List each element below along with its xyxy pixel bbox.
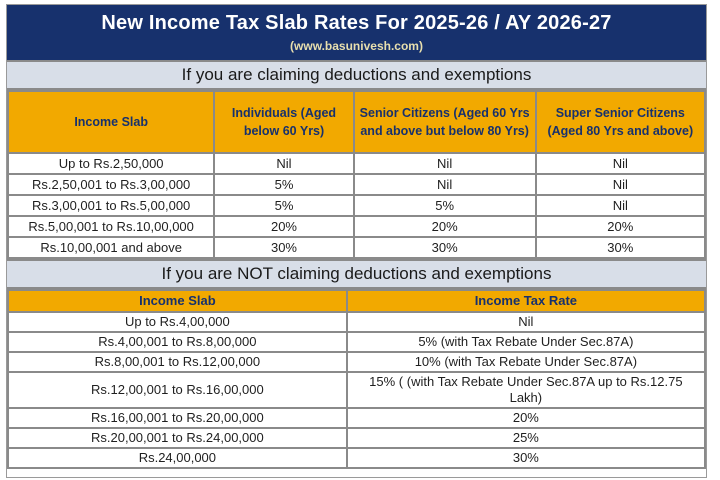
deductions-table-body [8,153,705,258]
table-cell: 10% (with Tax Rebate Under Sec.87A) [347,352,705,372]
table-cell: Nil [354,153,536,174]
table-cell: Rs.20,00,001 to Rs.24,00,000 [8,428,347,448]
column-header-income-tax-rate: Income Tax Rate [347,290,705,312]
table-row [8,237,705,258]
table-cell: Rs.4,00,001 to Rs.8,00,000 [8,332,347,352]
table-cell: Nil [347,312,705,332]
masthead [7,5,706,60]
table-cell: Nil [214,153,353,174]
column-header-senior-citizens: Senior Citizens (Aged 60 Yrs and above but below 80 Yrs) [354,91,536,153]
table-cell: 5% [214,195,353,216]
table-row [8,372,705,408]
deductions-table-header [8,91,705,153]
column-header-income-slab: Income Slab [8,91,214,153]
table-cell: 20% [347,408,705,428]
website-credit: (www.basunivesh.com) [290,39,423,53]
table-cell: 30% [347,448,705,468]
table-cell: 20% [354,216,536,237]
section-banner-not-claiming: If you are NOT claiming deductions and exemptions [7,259,706,289]
table-cell: 20% [536,216,705,237]
table-row [8,352,705,372]
table-row [8,174,705,195]
table-row [8,216,705,237]
table-cell: 15% ( (with Tax Rebate Under Sec.87A up to Rs.12.75 Lakh) [347,372,705,408]
table-cell: Rs.16,00,001 to Rs.20,00,000 [8,408,347,428]
table-cell: Up to Rs.2,50,000 [8,153,214,174]
table-cell: 30% [214,237,353,258]
table-row [8,428,705,448]
no-deductions-table-body [8,312,705,468]
table-cell: Rs.10,00,001 and above [8,237,214,258]
table-cell: Rs.24,00,000 [8,448,347,468]
tax-slab-infographic [6,4,707,478]
table-cell: 30% [536,237,705,258]
table-row [8,195,705,216]
table-row [8,408,705,428]
column-header-individuals: Individuals (Aged below 60 Yrs) [214,91,353,153]
header-row [8,290,705,312]
section-banner-claiming: If you are claiming deductions and exemptions [7,60,706,90]
no-deductions-table [7,289,706,469]
table-cell: Nil [536,174,705,195]
table-cell: 5% (with Tax Rebate Under Sec.87A) [347,332,705,352]
table-cell: Up to Rs.4,00,000 [8,312,347,332]
header-row [8,91,705,153]
table-row [8,448,705,468]
table-cell: Rs.3,00,001 to Rs.5,00,000 [8,195,214,216]
table-cell: Rs.5,00,001 to Rs.10,00,000 [8,216,214,237]
table-cell: Rs.12,00,001 to Rs.16,00,000 [8,372,347,408]
no-deductions-table-header [8,290,705,312]
table-cell: Nil [536,195,705,216]
column-header-income-slab: Income Slab [8,290,347,312]
page-title: New Income Tax Slab Rates For 2025-26 / AY 2026-27 [101,12,612,34]
table-cell: 5% [354,195,536,216]
table-cell: Nil [354,174,536,195]
table-cell: Rs.8,00,001 to Rs.12,00,000 [8,352,347,372]
column-header-super-senior-citizens: Super Senior Citizens (Aged 80 Yrs and above) [536,91,705,153]
table-row [8,332,705,352]
table-cell: Nil [536,153,705,174]
table-cell: 20% [214,216,353,237]
table-row [8,312,705,332]
table-cell: 5% [214,174,353,195]
deductions-table [7,90,706,259]
table-row [8,153,705,174]
table-cell: Rs.2,50,001 to Rs.3,00,000 [8,174,214,195]
table-cell: 25% [347,428,705,448]
table-cell: 30% [354,237,536,258]
